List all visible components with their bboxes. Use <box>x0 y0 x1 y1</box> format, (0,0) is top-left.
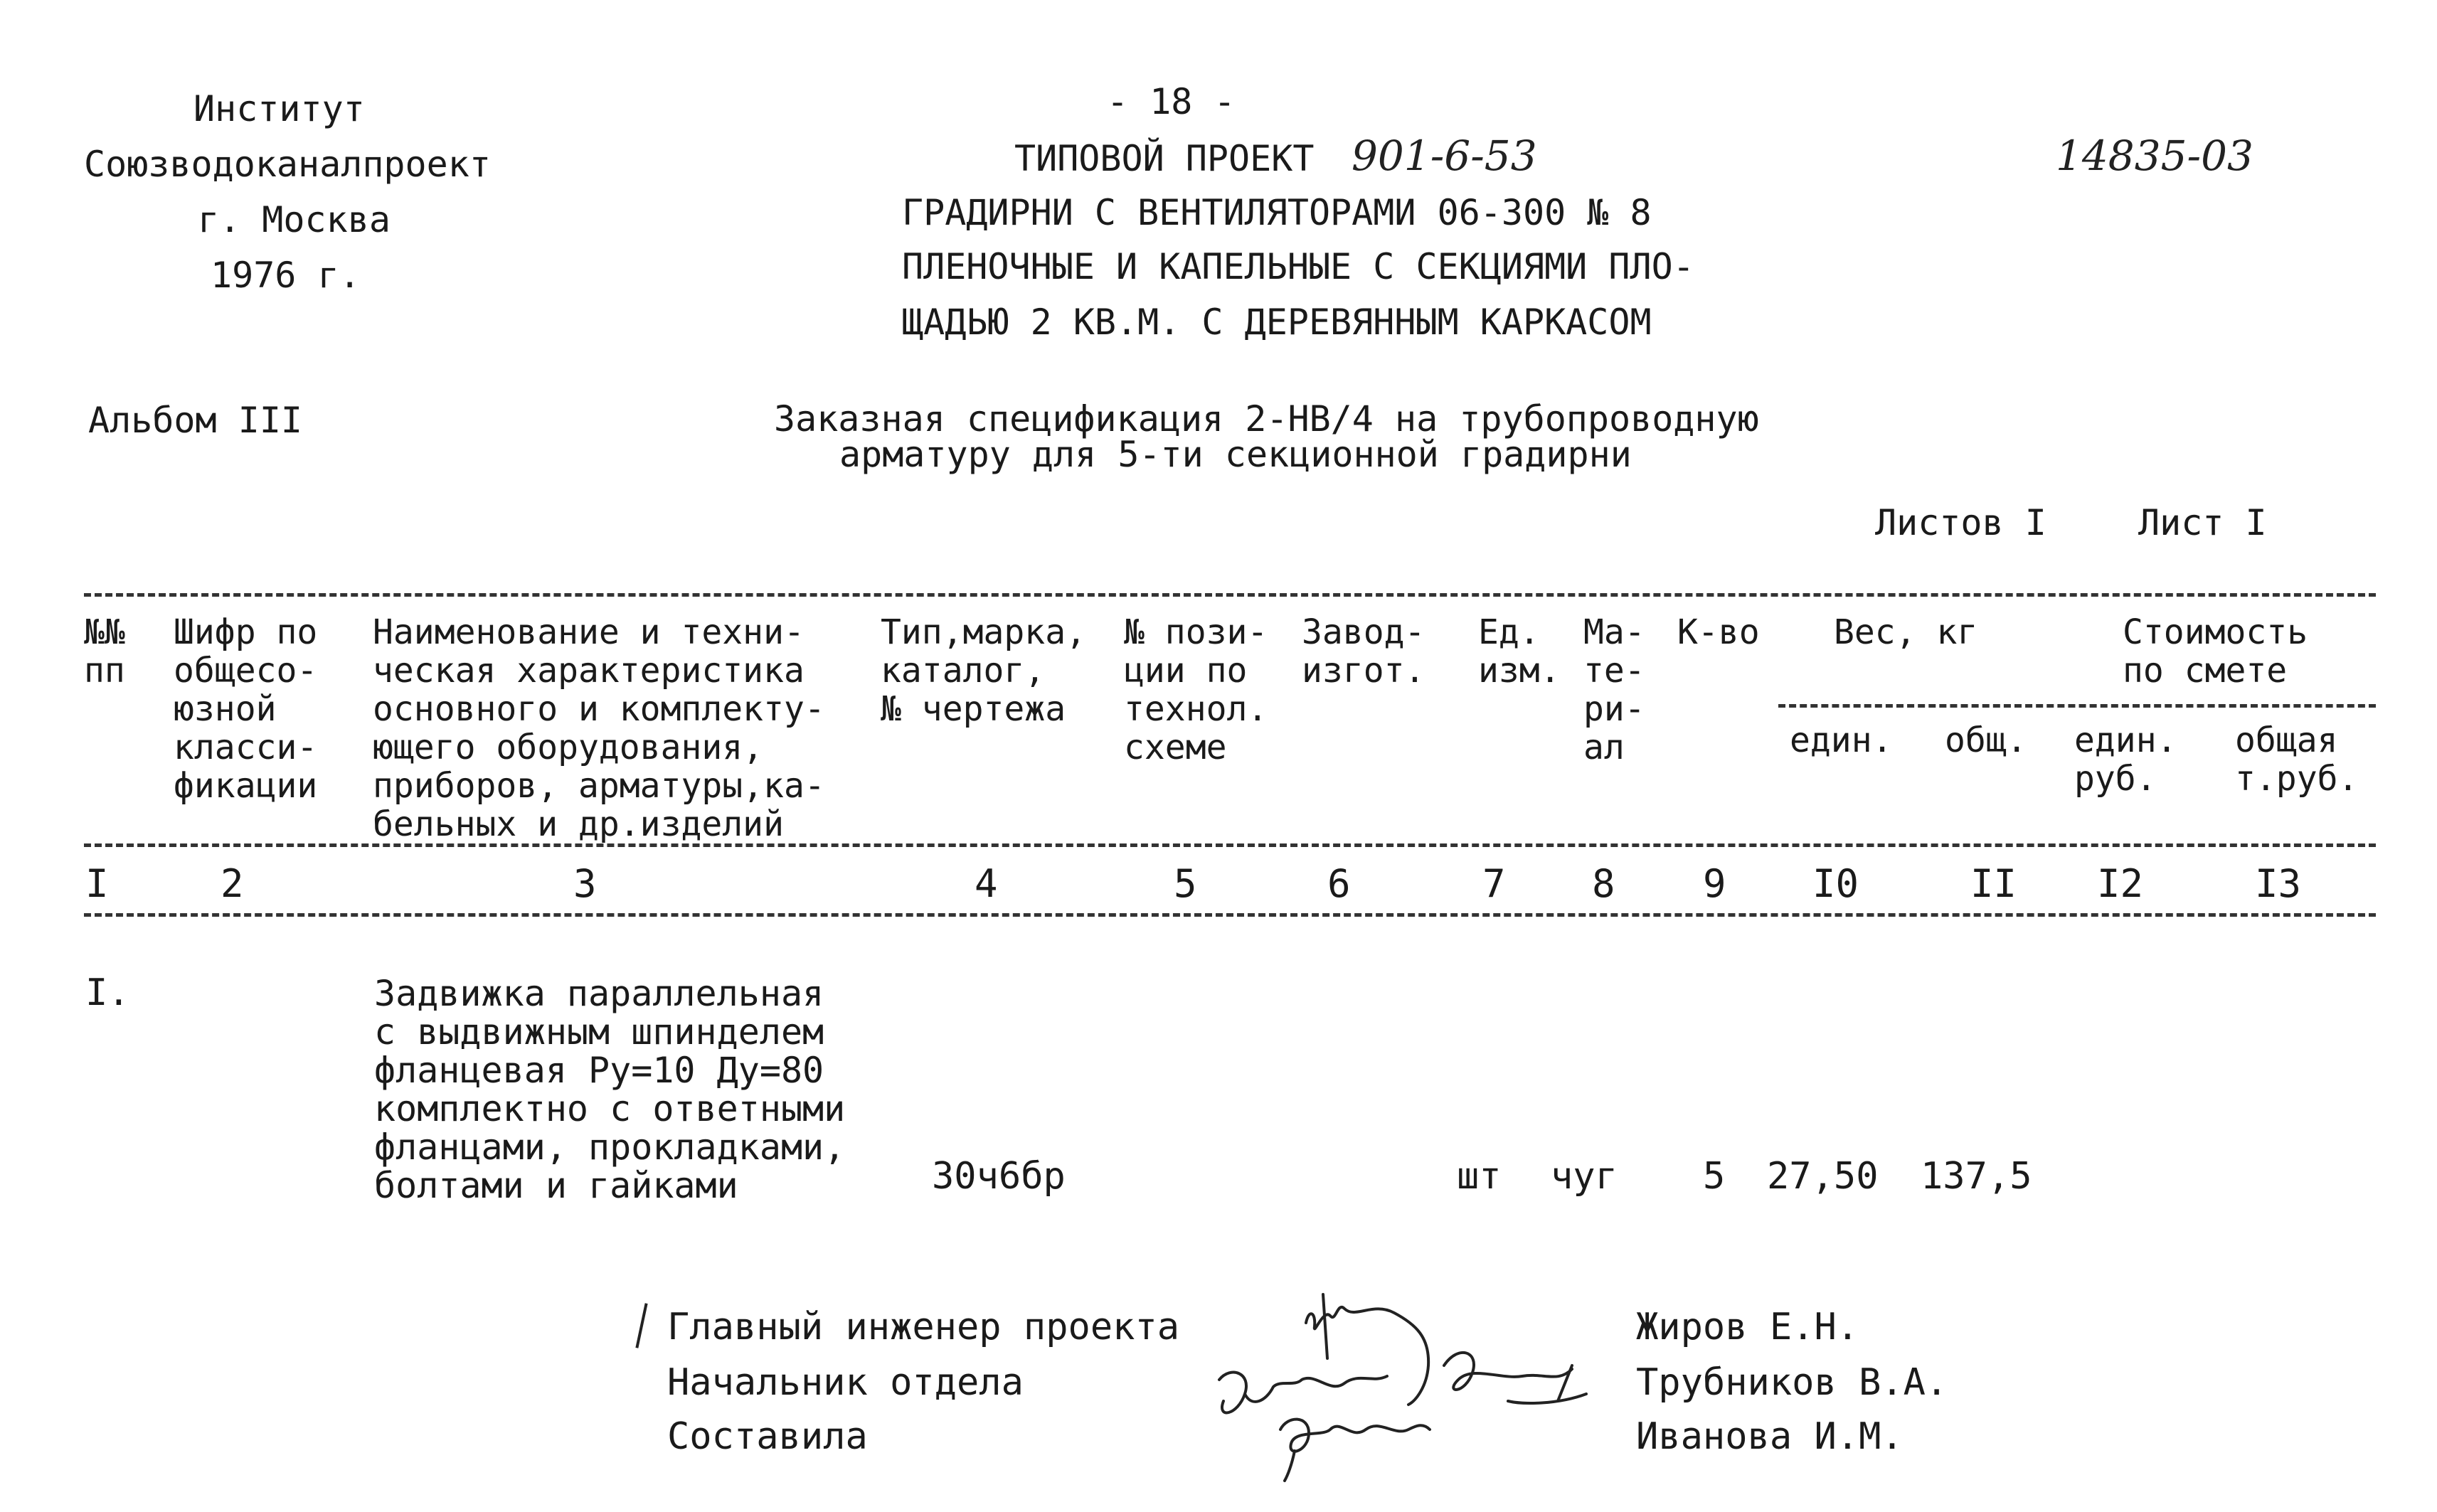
header-manufacturer: Завод- изгот. <box>1302 612 1425 691</box>
album-label: Альбом III <box>88 400 303 441</box>
column-number: II <box>1970 861 2017 906</box>
row-quantity: 5 <box>1703 1155 1726 1198</box>
header-quantity: К-во <box>1677 612 1760 652</box>
spec-title-line-2: арматуру для 5-ти секционной градирни <box>839 434 1632 475</box>
header-weight-total: общ. <box>1945 720 2027 760</box>
column-number: I3 <box>2255 861 2302 906</box>
institute-name: Союзводоканалпроект <box>84 144 491 185</box>
project-title-line-3: ЩАДЬЮ 2 КВ.М. С ДЕРЕВЯННЫМ КАРКАСОМ <box>902 302 1652 343</box>
signature-bracket <box>635 1303 647 1348</box>
page-number: - 18 - <box>1107 81 1236 122</box>
header-material: Ма- те- ри- ал <box>1583 612 1645 767</box>
column-number: 5 <box>1174 861 1197 906</box>
project-code: 901-6-53 <box>1352 132 1537 180</box>
row-number: I. <box>85 971 130 1014</box>
project-title-line-2: ПЛЕНОЧНЫЕ И КАПЕЛЬНЫЕ С СЕКЦИЯМИ ПЛО- <box>902 246 1694 287</box>
header-unit: Ед. изм. <box>1478 612 1561 691</box>
row-weight-total: 137,5 <box>1921 1155 2032 1198</box>
project-title-line-1: ГРАДИРНИ С ВЕНТИЛЯТОРАМИ 06-300 № 8 <box>902 192 1652 233</box>
header-name-description: Наименование и техни- ческая характеристика основного и комплекту- ющего оборудования, приборов, арматуры,ка- бельных и др.изделий <box>373 612 825 844</box>
column-number: I0 <box>1812 861 1859 906</box>
signature-name-compiler: Иванова И.М. <box>1636 1415 1904 1458</box>
sheet-current: Лист I <box>2138 502 2267 543</box>
header-position: № пози- ции по технол. схеме <box>1124 612 1268 767</box>
header-cost-unit: един. руб. <box>2074 720 2177 799</box>
signature-role-compiler: Составила <box>667 1415 868 1458</box>
header-cost: Стоимость по смете <box>2123 612 2308 691</box>
signature-name-department-head: Трубников В.А. <box>1636 1361 1948 1404</box>
row-description: Задвижка параллельная с выдвижным шпинделем фланцевая Ру=10 Ду=80 комплектно с ответными фланцами, прокладками, болтами и гайками <box>374 973 846 1206</box>
column-number: 9 <box>1703 861 1726 906</box>
document-number: 14835-03 <box>2056 132 2253 180</box>
row-weight-unit: 27,50 <box>1767 1155 1879 1198</box>
table-rule-subheader <box>1778 704 2376 708</box>
header-weight-unit: един. <box>1790 720 1893 760</box>
column-number: 4 <box>975 861 998 906</box>
column-number: I2 <box>2097 861 2144 906</box>
header-row-number: №№ пп <box>84 612 125 691</box>
header-cost-total: общая т.руб. <box>2235 720 2359 799</box>
column-number: 2 <box>221 861 244 906</box>
row-unit: шт <box>1457 1155 1502 1198</box>
handwritten-signatures <box>1202 1259 1600 1486</box>
column-number: 6 <box>1327 861 1351 906</box>
institute-label: Институт <box>193 88 365 129</box>
signature-role-department-head: Начальник отдела <box>667 1361 1024 1404</box>
column-number: I <box>85 861 109 906</box>
column-number: 8 <box>1592 861 1615 906</box>
sheets-total: Листов I <box>1875 502 2046 543</box>
header-weight: Вес, кг <box>1834 612 1978 652</box>
institute-year: 1976 г. <box>211 255 361 296</box>
table-rule-top <box>84 593 2376 597</box>
project-label: ТИПОВОЙ ПРОЕКТ <box>1014 138 1315 179</box>
spec-title-line-1: Заказная спецификация 2-НВ/4 на трубопроводную <box>774 398 1759 440</box>
institute-city: г. Москва <box>198 199 391 240</box>
column-number: 3 <box>573 861 597 906</box>
header-classification-code: Шифр по общесо- юзной класси- фикации <box>174 612 318 806</box>
column-number: 7 <box>1482 861 1506 906</box>
row-type: 30ч6бр <box>932 1155 1066 1198</box>
header-type-mark: Тип,марка, каталог, № чертежа <box>881 612 1086 729</box>
signature-role-chief-engineer: Главный инженер проекта <box>667 1306 1180 1348</box>
signature-name-chief-engineer: Жиров Е.Н. <box>1636 1306 1859 1348</box>
table-rule-numbers-bottom <box>84 913 2376 917</box>
row-material: чуг <box>1551 1155 1618 1198</box>
